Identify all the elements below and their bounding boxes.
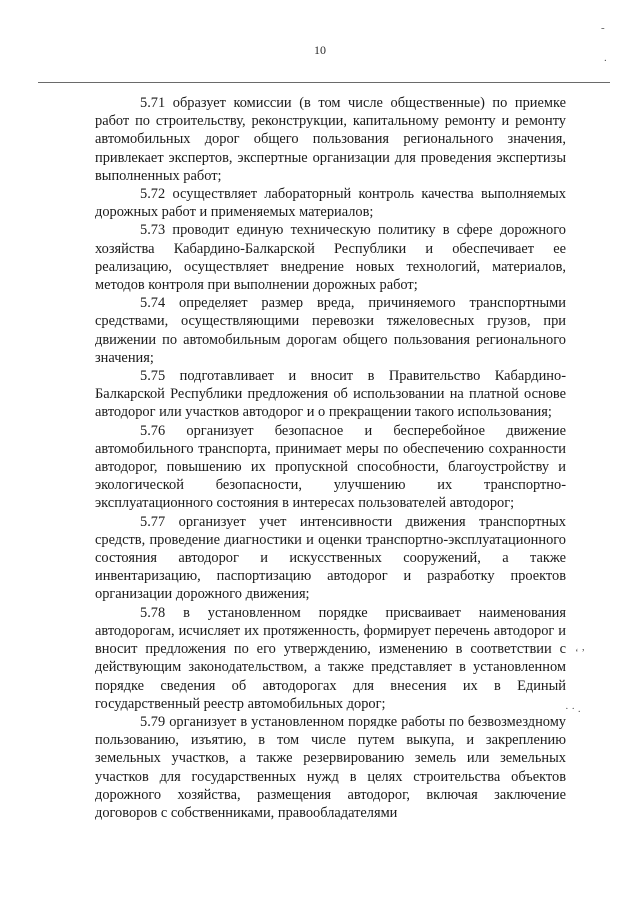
scan-artifact-mark: -	[601, 22, 605, 34]
paragraph-5-76: 5.76 организует безопасное и бесперебойное движение автомобильного транспорта, принимает меры по обеспечению сохранности автодорог, повышению их пропускной способности, благоустройству и экологической безопасности, улучшению их транспортно-эксплуатационного состояния в интересах пользователей автодорог;	[95, 422, 566, 512]
paragraph-5-72: 5.72 осуществляет лабораторный контроль качества выполняемых дорожных работ и применяемых материалов;	[95, 186, 566, 221]
paragraph-5-71: 5.71 образует комиссии (в том числе общественные) по приемке работ по строительству, реконструкции, капитальному ремонту и ремонту автомобильных дорог общего пользования регионального значения, привлекает экспертов, экспертные организации для проведения экспертизы выполненных работ;	[95, 95, 566, 184]
scan-artifact-mark: · · .	[565, 703, 581, 715]
paragraph-5-75: 5.75 подготавливает и вносит в Правительство Кабардино-Балкарской Республики предложения об использовании на платной основе автодорог или участков автодорог и о прекращении такого использования;	[95, 368, 566, 421]
scan-artifact-mark: ‘ ’	[575, 647, 586, 659]
paragraph-5-78: 5.78 в установленном порядке присваивает наименования автодорогам, исчисляет их протяженность, формирует перечень автодорог и вносит предложения по его утверждению, изменению в соответствии с действующим законодательством, а также представляет в установленном порядке сведения об автодорогах для внесения их в Единый государственный реестр автомобильных дорог;	[95, 604, 566, 712]
paragraph-5-77: 5.77 организует учет интенсивности движения транспортных средств, проведение диагностики и оценки транспортно-эксплуатационного состояния автодорог и искусственных сооружений, а также инвентаризацию, паспортизацию автодорог и разработку проектов организации дорожного движения;	[95, 513, 566, 603]
paragraph-5-79: 5.79 организует в установленном порядке работы по безвозмездному пользованию, изъятию, в том числе путем выкупа, и закреплению земельных участков, а также резервированию земель или земельных участков для государственных нужд в целях строительства объектов дорожного хозяйства, размещения автодорог, включая заключение договоров с собственниками, правообладателями	[95, 713, 566, 821]
paragraph-5-74: 5.74 определяет размер вреда, причиняемого транспортными средствами, осуществляющими перевозки тяжеловесных грузов, при движении по автомобильным дорогам общего пользования регионального значения;	[95, 295, 566, 366]
scan-artifact-mark: .	[604, 52, 607, 64]
page-number: 10	[314, 43, 326, 57]
header-rule	[38, 82, 610, 83]
document-body	[95, 94, 566, 822]
paragraph-5-73: 5.73 проводит единую техническую политику в сфере дорожного хозяйства Кабардино-Балкарской Республики и обеспечивает ее реализацию, осуществляет внедрение новых технологий, материалов, методов контроля при выполнении дорожных работ;	[95, 222, 566, 294]
